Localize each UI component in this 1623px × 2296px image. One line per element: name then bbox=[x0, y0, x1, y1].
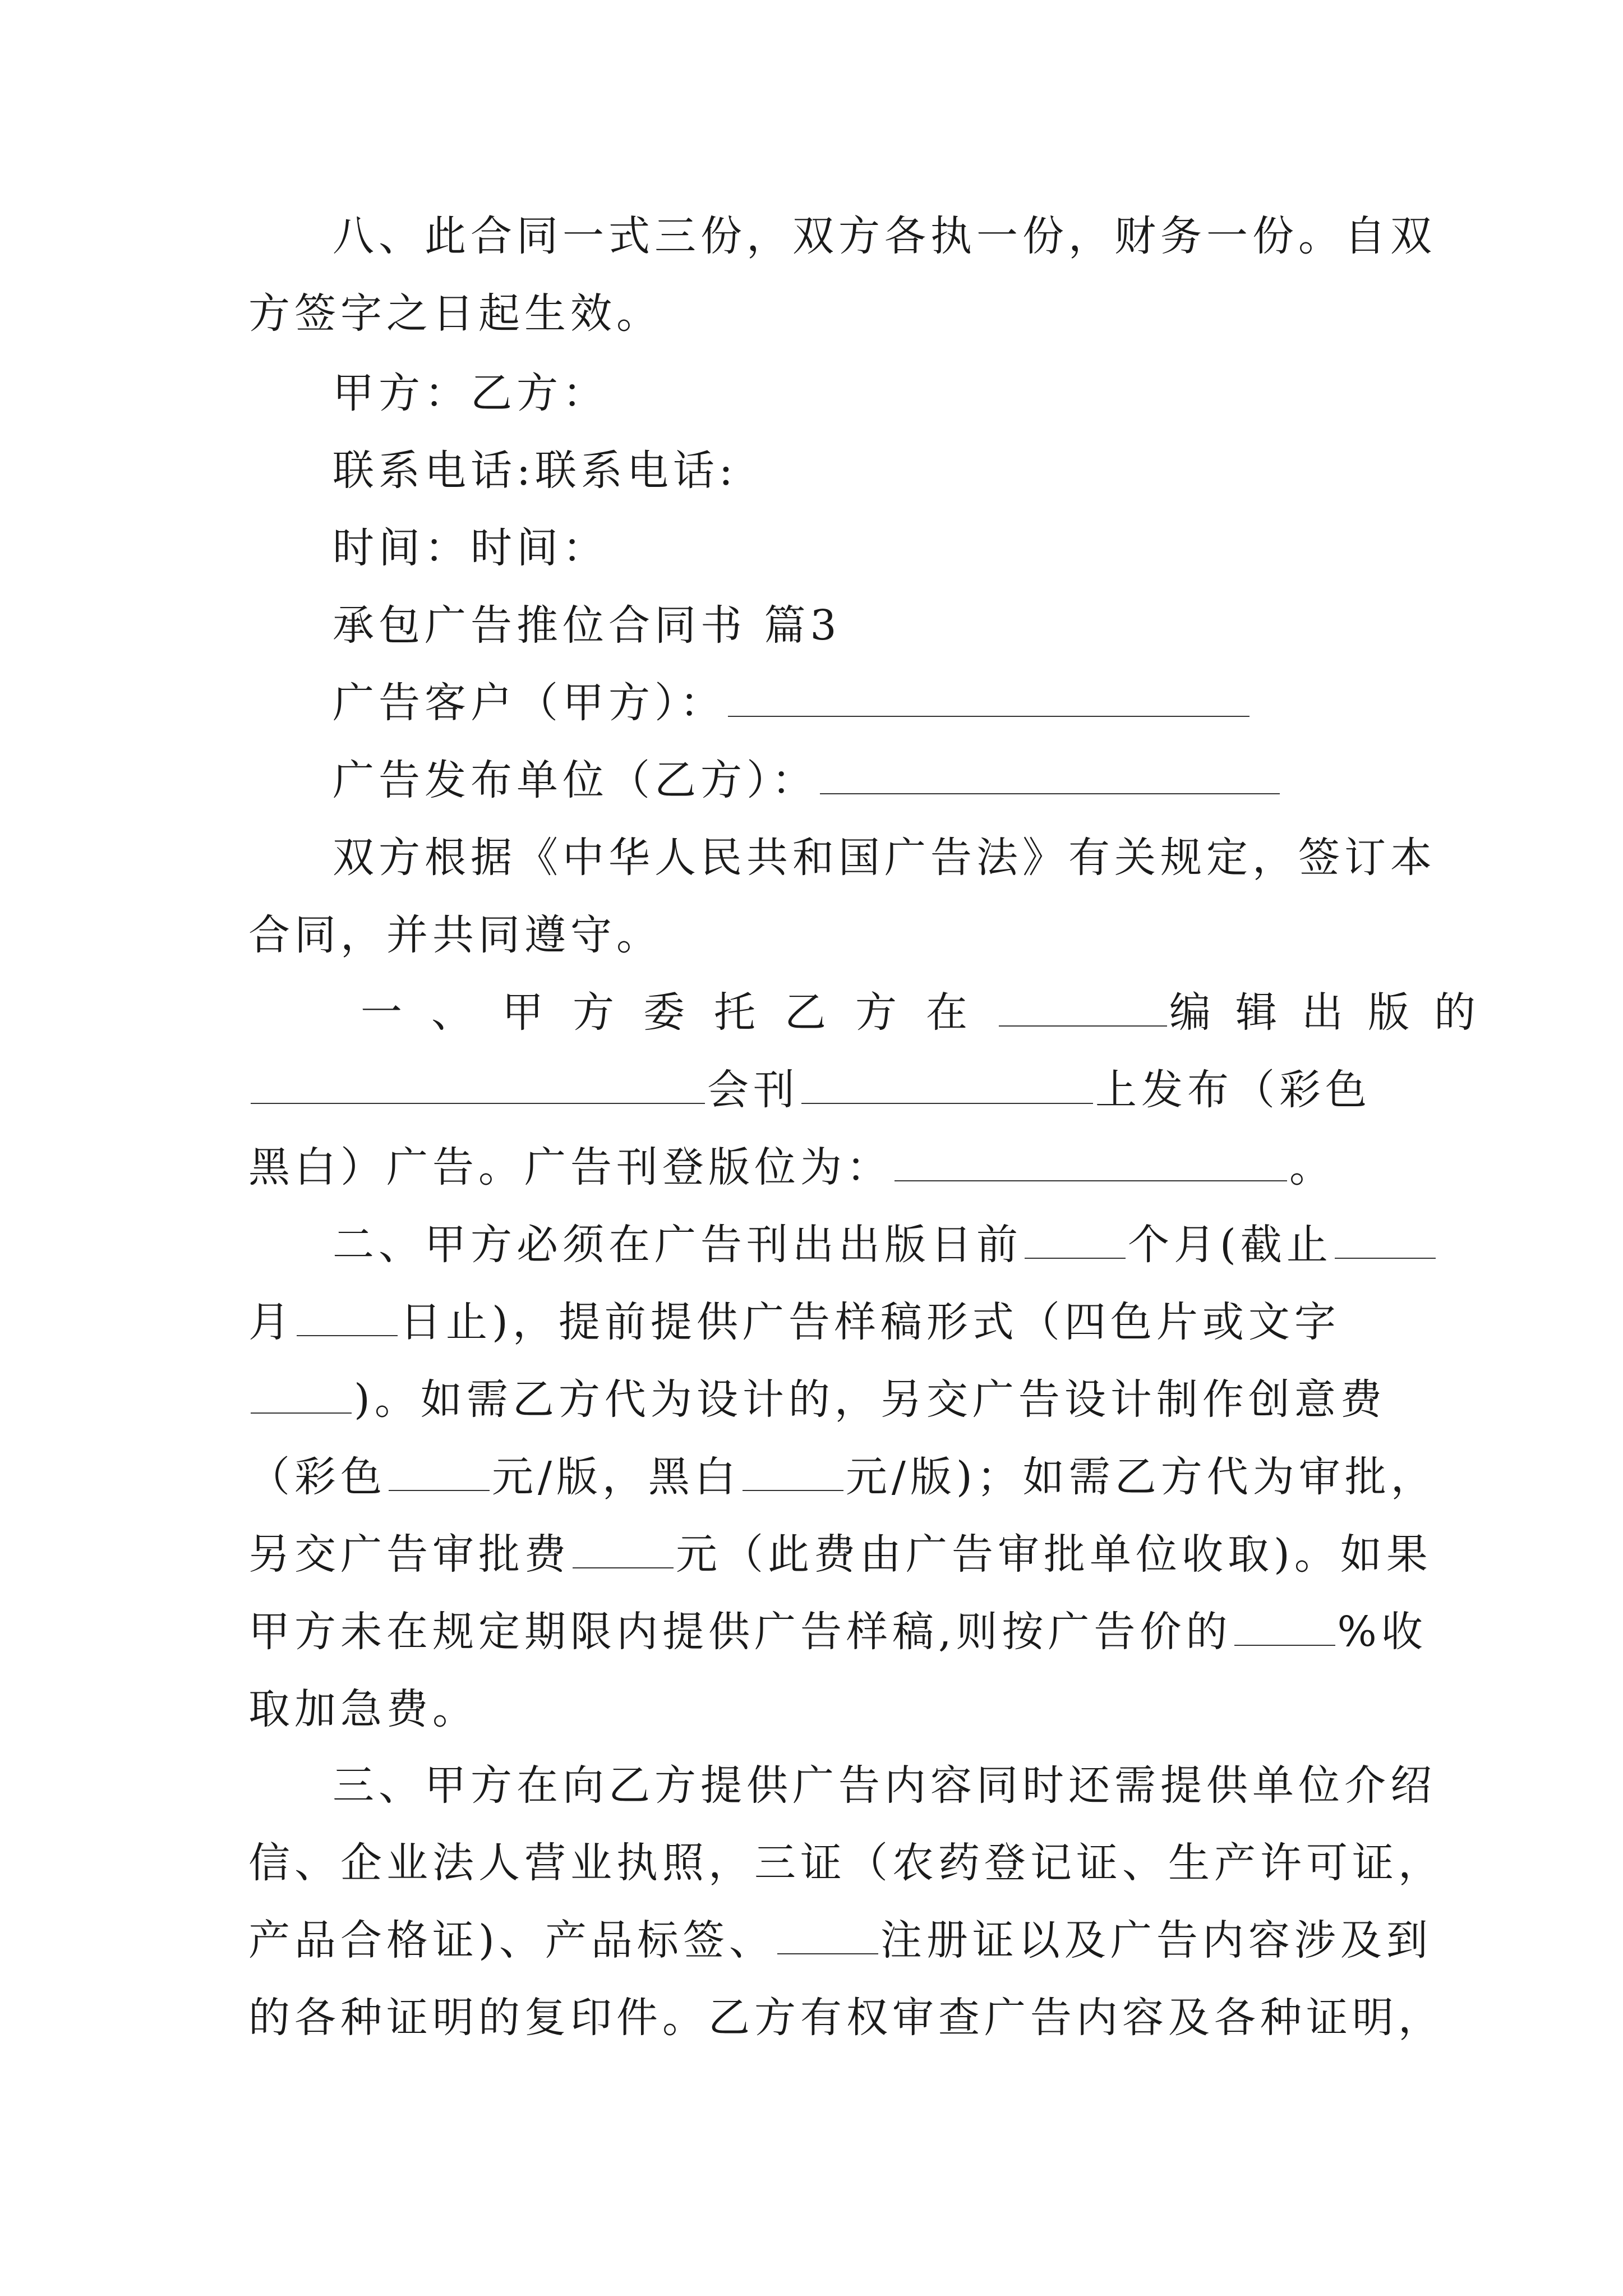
clause-1-line-3 bbox=[248, 1129, 1388, 1206]
clause-8-line-2: 方签字之日起生效。 bbox=[248, 289, 662, 338]
clause-2-line-4 bbox=[248, 1438, 1437, 1516]
publisher-blank bbox=[820, 758, 1280, 794]
phone-line: 联系电话:联系电话: bbox=[333, 447, 737, 495]
clause-2-part-c: 月 bbox=[248, 1298, 294, 1346]
clause-8-line-1: 八、此合同一式三份，双方各执一份，财务一份。自双 bbox=[333, 212, 1436, 260]
client-field bbox=[248, 664, 1472, 742]
clause-2-part-l: %收 bbox=[1337, 1608, 1427, 1656]
publisher-label: 广告发布单位（乙方）： bbox=[333, 756, 818, 804]
publisher-field bbox=[248, 742, 1472, 819]
clause-2-part-e: )。如需乙方代为设计的，另交广告设计制作创意费 bbox=[354, 1375, 1386, 1424]
clause-2-blank-5 bbox=[389, 1455, 490, 1491]
time-line: 时间：时间： bbox=[333, 524, 608, 572]
clause-1-blank-3 bbox=[801, 1068, 1093, 1104]
clause-1 bbox=[248, 974, 1500, 1206]
clause-1-blank-4 bbox=[895, 1145, 1287, 1181]
clause-3-line-2: 信、企业法人营业执照，三证（农药登记证、生产许可证， bbox=[248, 1839, 1444, 1887]
clause-8 bbox=[248, 197, 1436, 352]
clause-1-part-f: 。 bbox=[1289, 1143, 1335, 1191]
clause-2-blank-2 bbox=[1335, 1223, 1436, 1259]
clause-2-line-1 bbox=[248, 1206, 1388, 1283]
clause-2-blank-1 bbox=[1025, 1223, 1126, 1259]
intro-line-2: 合同，并共同遵守。 bbox=[248, 911, 662, 959]
clause-2-line-3 bbox=[248, 1361, 1388, 1438]
intro bbox=[248, 819, 1436, 974]
clause-3-line-4: 的各种证明的复印件。乙方有权审查广告内容及各种证明， bbox=[248, 1994, 1444, 2042]
clause-2-part-f: （彩色 bbox=[248, 1453, 386, 1501]
clause-3-part-b: 注册证以及广告内容涉及到 bbox=[880, 1916, 1432, 1964]
client-blank bbox=[728, 681, 1249, 717]
clause-2 bbox=[248, 1206, 1437, 1748]
clause-3-line-3 bbox=[248, 1902, 1432, 1979]
clause-2-part-b: 个月(截止 bbox=[1128, 1221, 1332, 1269]
clause-1-part-b: 编辑出版的 bbox=[1169, 988, 1500, 1037]
clause-2-line-5 bbox=[248, 1516, 1432, 1593]
clause-1-blank-1 bbox=[999, 991, 1167, 1027]
clause-3-line-1: 三、甲方在向乙方提供广告内容同时还需提供单位介绍 bbox=[333, 1761, 1436, 1810]
clause-2-part-j: 元（此费由广告审批单位收取)。如果 bbox=[676, 1530, 1432, 1579]
clause-2-blank-7 bbox=[573, 1533, 674, 1568]
clause-3 bbox=[248, 1747, 1444, 2056]
intro-line-1: 双方根据《中华人民共和国广告法》有关规定，签订本 bbox=[333, 834, 1436, 882]
clause-2-blank-6 bbox=[743, 1455, 843, 1491]
clause-2-part-k: 甲方未在规定期限内提供广告样稿,则按广告价的 bbox=[248, 1608, 1232, 1656]
client-label: 广告客户（甲方）： bbox=[333, 679, 726, 727]
clause-1-part-d: 上发布（彩色 bbox=[1095, 1066, 1371, 1114]
clause-2-blank-3 bbox=[297, 1300, 398, 1336]
clause-2-blank-8 bbox=[1234, 1610, 1335, 1646]
clause-3-blank-1 bbox=[777, 1918, 878, 1954]
clause-1-line-2 bbox=[248, 1051, 1388, 1129]
clause-2-part-h: 元/版)；如需乙方代为审批， bbox=[845, 1453, 1437, 1501]
clause-2-blank-4 bbox=[251, 1378, 352, 1414]
clause-1-part-e: 黑白）广告。广告刊登版位为： bbox=[248, 1143, 892, 1191]
clause-3-part-a: 产品合格证)、产品标签、 bbox=[248, 1916, 775, 1964]
clause-2-line-7: 取加急费。 bbox=[248, 1685, 478, 1733]
clause-1-blank-2 bbox=[251, 1068, 705, 1104]
clause-2-part-a: 二、甲方必须在广告刊出出版日前 bbox=[333, 1221, 1022, 1269]
clause-1-line-1 bbox=[248, 974, 1500, 1051]
clause-2-part-g: 元/版，黑白 bbox=[492, 1453, 740, 1501]
party-line: 甲方：乙方： bbox=[333, 369, 608, 417]
section-title: 承包广告推位合同书 篇3 bbox=[333, 601, 841, 650]
clause-2-part-d: 日止)，提前提供广告样稿形式（四色片或文字 bbox=[400, 1298, 1340, 1346]
clause-2-part-i: 另交广告审批费 bbox=[248, 1530, 570, 1579]
clause-1-part-a: 一、甲方委托乙方在 bbox=[361, 988, 997, 1037]
clause-1-part-c: 会刊 bbox=[707, 1066, 799, 1114]
clause-2-line-6 bbox=[248, 1593, 1427, 1671]
clause-2-line-2 bbox=[248, 1283, 1388, 1361]
